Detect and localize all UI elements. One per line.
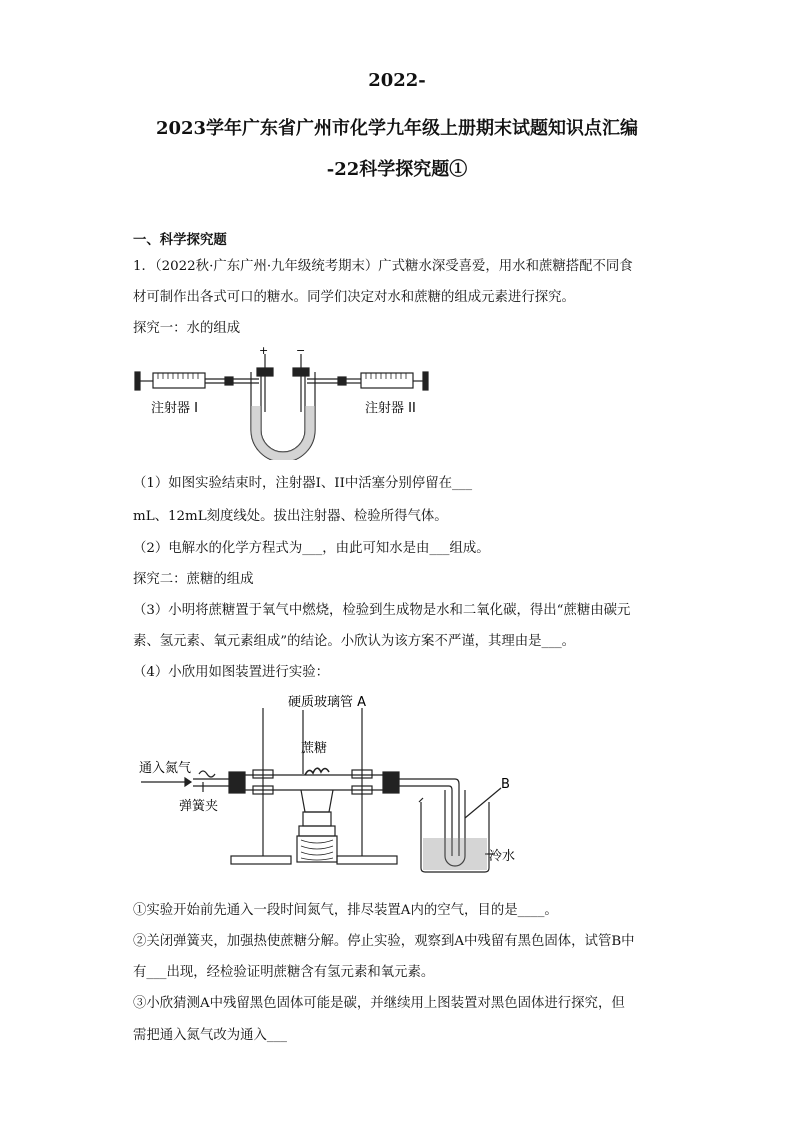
question-line-13: 有___出现，经检验证明蔗糖含有氢元素和氧元素。 (133, 965, 435, 980)
question-line-2: 材可制作出各式可口的糖水。同学们决定对水和蔗糖的组成元素进行探究。 (133, 290, 575, 305)
question-line-1: 1．（2022秋·广东广州·九年级统考期末）广式糖水深受喜爱，用水和蔗糖搭配不同食 (133, 259, 633, 274)
sugar-label: 蔗糖 (301, 741, 328, 756)
spring-clamp-label: 弹簧夹 (179, 799, 219, 814)
cold-water-label: 冷水 (489, 849, 516, 864)
section-heading: 一、科学探究题 (133, 232, 227, 248)
question-line-7: 探究二：蔗糖的组成 (133, 572, 254, 587)
question-line-14: ③小欣猜测A中残留黑色固体可能是碳，并继续用上图装置对黑色固体进行探究，但 (133, 996, 625, 1011)
apparatus-figure (133, 688, 533, 878)
doc-title-line3: -22科学探究题① (326, 159, 468, 180)
question-line-12: ②关闭弹簧夹，加强热使蔗糖分解。停止实验，观察到A中残留有黑色固体，试管B中 (133, 934, 635, 949)
question-line-5: mL、12mL刻度线处。拔出注射器、检验所得气体。 (133, 509, 448, 524)
tube-a-label: 硬质玻璃管 A (288, 695, 367, 710)
syringe-left-label: 注射器 I (151, 401, 198, 416)
plus-label: + (259, 344, 269, 357)
nitrogen-inlet-label: 通入氮气 (139, 761, 192, 776)
question-line-15: 需把通入氮气改为通入___ (133, 1028, 287, 1043)
question-line-8: （3）小明将蔗糖置于氧气中燃烧，检验到生成物是水和二氧化碳，得出“蔗糖由碳元 (133, 603, 631, 618)
tube-b-label: B (501, 777, 510, 792)
doc-title-line1: 2022- (368, 70, 426, 91)
question-line-3: 探究一：水的组成 (133, 321, 241, 336)
question-line-11: ①实验开始前先通入一段时间氮气，排尽装置A内的空气，目的是____。 (133, 903, 558, 918)
electrolysis-figure (133, 342, 433, 460)
question-line-10: （4）小欣用如图装置进行实验： (133, 665, 329, 680)
minus-label: − (296, 344, 306, 357)
question-line-9: 素、氢元素、氧元素组成”的结论。小欣认为该方案不严谨，其理由是___。 (133, 634, 576, 649)
doc-title-line2: 2023学年广东省广州市化学九年级上册期末试题知识点汇编 (155, 118, 639, 139)
question-line-6: （2）电解水的化学方程式为___，由此可知水是由___组成。 (133, 541, 490, 556)
syringe-right-label: 注射器 II (365, 401, 416, 416)
question-line-4: （1）如图实验结束时，注射器I、II中活塞分别停留在___ (133, 476, 473, 491)
